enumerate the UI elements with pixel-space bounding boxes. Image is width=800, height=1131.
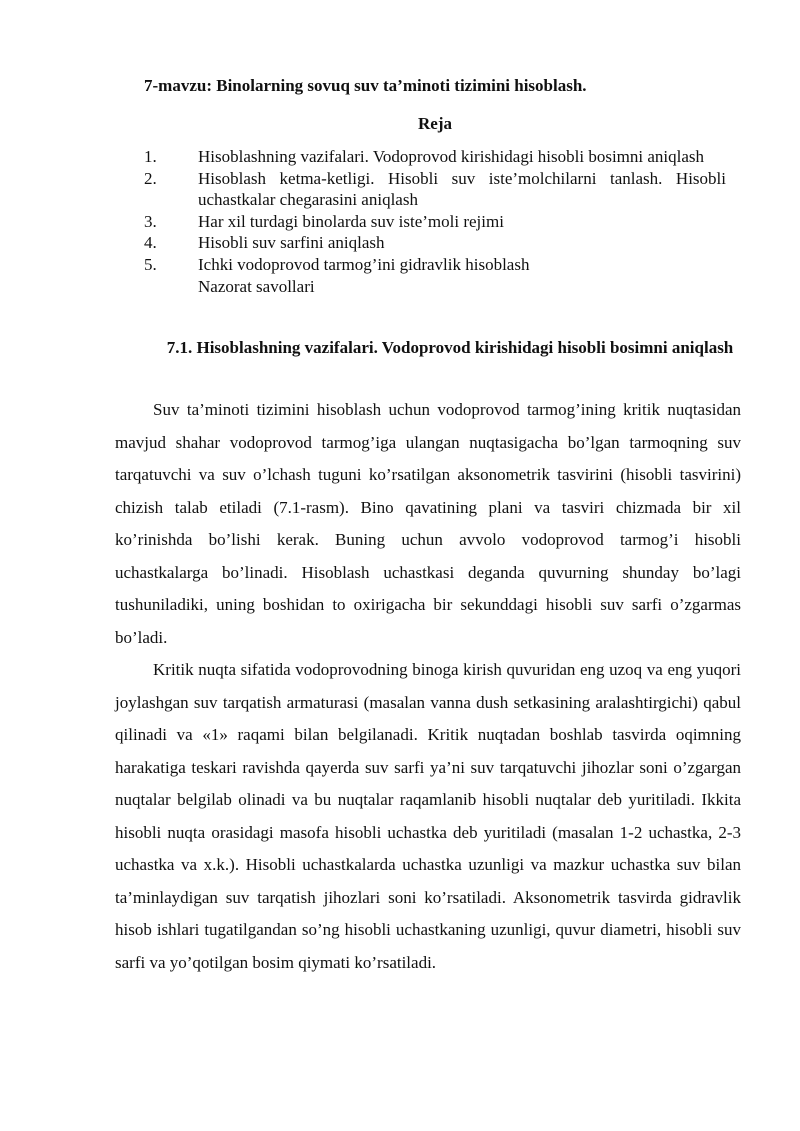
plan-item — [144, 276, 726, 298]
plan-list — [144, 146, 726, 297]
plan-item-number: 4. — [144, 233, 157, 253]
plan-item-number: 3. — [144, 211, 157, 231]
plan-item — [144, 146, 726, 168]
body-paragraph-container — [115, 654, 741, 979]
plan-item-number — [144, 276, 198, 298]
plan-item-text: Hisoblash ketma-ketligi. Hisobli suv iste’molchilarni tanlash. Hisobli uchastkalar chegarasini aniqlash — [198, 168, 726, 210]
plan-item-text: Ichki vodoprovod tarmog’ini gidravlik hisoblash — [198, 254, 530, 274]
plan-item — [144, 232, 726, 254]
plan-item — [144, 168, 726, 211]
plan-item-text: Hisoblashning vazifalari. Vodoprovod kirishidagi hisobli bosimni aniqlash — [198, 147, 705, 166]
plan-item — [144, 254, 726, 276]
plan-item-text: Hisobli suv sarfini aniqlash — [198, 233, 385, 253]
plan-item — [144, 211, 726, 233]
body-paragraph-container — [115, 394, 741, 654]
topic-title: 7-mavzu: Binolarning sovuq suv ta’minoti tizimini hisoblash. — [144, 76, 587, 95]
plan-item-text: Har xil turdagi binolarda suv iste’moli rejimi — [198, 211, 504, 231]
plan-item-text: Nazorat savollari — [198, 276, 315, 296]
plan-item-number: 5. — [144, 254, 157, 274]
plan-item-number: 1. — [144, 147, 157, 166]
body-paragraph: Kritik nuqta sifatida vodoprovodning binoga kirish quvuridan eng uzoq va eng yuqori joylashgan suv tarqatish armaturasi (masalan vanna dush setkasining aralashtirgichi) qabul qilinadi va «1» raqami bilan belgilanadi. Kritik nuqtadan boshlab tasvirda oqimning harakatiga teskari ravishda qayerda suv sarfi ya’ni suv tarqatuvchi jihozlar soni o’zgargan nuqtalar belgilab olinadi va bu nuqtalar raqamlanib hisobli nuqtalar deb yuritiladi. Ikkita hisobli nuqta orasidagi masofa hisobli uchastka deb yuritiladi (masalan 1-2 uchastka, 2-3 uchastka va x.k.). Hisobli uchastkalarda uchastka uzunligi va mazkur uchastka suv bilan ta’minlaydigan suv tarqatish jihozlari soni ko’rsatiladi. Aksonometrik tasvirda gidravlik hisob ishlari tugatilgandan so’ng hisobli uchastkaning uzunligi, quvur diametri, hisobli suv sarfi va yo’qotilgan bosim qiymati ko’rsatiladi. — [115, 660, 741, 972]
plan-item-number: 2. — [144, 168, 157, 188]
body-paragraph: Suv ta’minoti tizimini hisoblash uchun vodoprovod tarmog’ining kritik nuqtasidan mavjud shahar vodoprovod tarmog’iga ulangan nuqtasigacha bo’lgan tarmoqning suv tarqatuvchi va suv o’lchash tuguni ko’rsatilgan aksonometrik tasvirini (hisobli tasvirini) chizish talab etiladi (7.1-rasm). Bino qavatining plani va tasviri chizmada bir xil ko’rinishda bo’lishi kerak. Buning uchun avvolo vodoprovod tarmog’i hisobli uchastkalarga bo’linadi. Hisoblash uchastkasi deganda quvurning shunday bo’lagi tushuniladiki, uning boshidan to oxirigacha bir sekunddagi hisobli suv sarfi o’zgarmas bo’ladi. — [115, 400, 741, 647]
plan-heading: Reja — [418, 114, 452, 133]
section-title: 7.1. Hisoblashning vazifalari. Vodoprovod kirishidagi hisobli bosimni aniqlash — [166, 338, 734, 357]
